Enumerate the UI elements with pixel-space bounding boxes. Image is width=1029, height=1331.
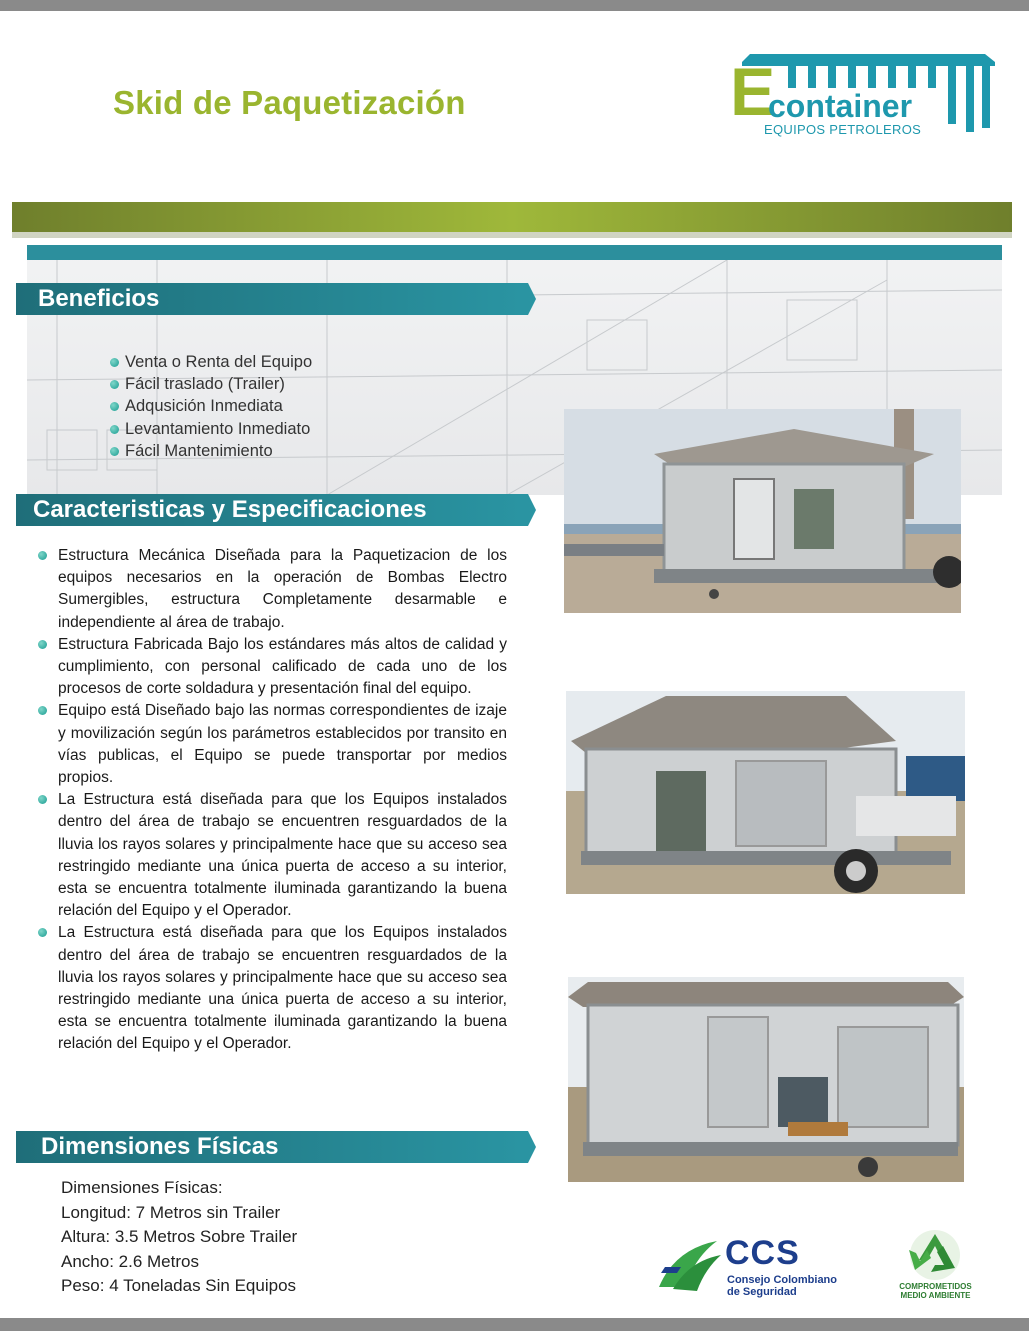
dimension-line: Dimensiones Físicas: — [61, 1178, 223, 1197]
list-item — [37, 634, 507, 701]
section-title: Beneficios — [38, 285, 160, 312]
section-title: Caracteristicas y Especificaciones — [33, 496, 427, 523]
bullet-icon — [38, 640, 47, 649]
list-item — [37, 922, 507, 1055]
skid-photo-2 — [566, 691, 965, 894]
skid-photo-3 — [568, 977, 964, 1182]
section-header-specs — [16, 494, 536, 526]
eco-line1: COMPROMETIDOS — [899, 1282, 972, 1291]
bullet-icon — [38, 928, 47, 937]
list-item — [110, 351, 312, 373]
list-item-text: Fácil Mantenimiento — [125, 441, 273, 460]
logo-subtitle: EQUIPOS PETROLEROS — [764, 122, 922, 137]
list-item — [37, 789, 507, 922]
list-item — [37, 700, 507, 789]
header-band-shadow — [12, 232, 1012, 238]
bullet-icon — [110, 358, 119, 367]
list-item-text: La Estructura está diseñada para que los Equipos instalados dentro del área de trabajo se encuentren resguardados de la lluvia los rayos solares y principalmente hace que su acceso sea restringido mediante una única puerta de acceso a su interior, esta se encuentra totalmente iluminada garantizando la buena relación del Equipo y el Operador. — [58, 924, 507, 1053]
bullet-icon — [38, 795, 47, 804]
dimension-line: Ancho: 2.6 Metros — [61, 1251, 199, 1271]
teal-divider — [27, 245, 1002, 260]
list-item-text: Venta o Renta del Equipo — [125, 353, 313, 371]
list-item — [110, 395, 312, 417]
section-header-benefits — [16, 283, 536, 315]
bullet-icon — [110, 425, 119, 434]
list-item-text: Levantamiento Inmediato — [125, 419, 311, 438]
section-title: Dimensiones Físicas — [41, 1133, 279, 1160]
bullet-icon — [110, 402, 119, 411]
dimension-line: Peso: 4 Toneladas Sin Equipos — [61, 1276, 297, 1296]
bottom-bar — [0, 1318, 1029, 1331]
list-item-text: Equipo está Diseñado bajo las normas correspondientes de izaje y movilización según los parámetros establecidos por transito en vías publicas, el Equipo se puede transportar por medios propios. — [58, 702, 507, 787]
bullet-icon — [110, 380, 119, 389]
list-item-text: Adqusición Inmediata — [125, 397, 283, 416]
list-item-text: Estructura Fabricada Bajo los estándares más altos de calidad y cumplimiento, con personal calificado de cada uno de los procesos de corte soldadura y presentación final del equipo. — [58, 635, 507, 698]
dimensions-block — [61, 1176, 297, 1299]
section-header-dimensions — [16, 1131, 536, 1163]
list-item-text: La Estructura está diseñada para que los Equipos instalados dentro del área de trabajo se encuentren resguardados de la lluvia los rayos solares y principalmente hace que su acceso sea restringido mediante una única puerta de acceso a su interior, esta se encuentra totalmente iluminada garantizando la buena relación del Equipo y el Operador. — [58, 791, 507, 920]
ccs-emblem-icon — [655, 1237, 725, 1293]
list-item — [110, 418, 312, 440]
ccs-subtitle-line1: Consejo Colombiano — [727, 1274, 837, 1286]
list-item — [110, 373, 312, 395]
list-item-text: Estructura Mecánica Diseñada para la Paquetizacion de los equipos necesarios en la operación de Bombas Electro Sumergibles, estructura Completamente desarmable e independiente al área de trabajo. — [58, 547, 507, 631]
eco-line2: MEDIO AMBIENTE — [900, 1291, 971, 1300]
specs-list — [37, 545, 507, 1056]
dimension-line: Altura: 3.5 Metros Sobre Trailer — [61, 1227, 298, 1247]
recycle-icon — [893, 1228, 978, 1282]
ccs-subtitle-line2: de Seguridad — [727, 1286, 797, 1298]
list-item — [110, 440, 312, 462]
logo-letter: E — [730, 54, 776, 130]
bullet-icon — [38, 706, 47, 715]
skid-photo-1 — [564, 409, 961, 613]
dimension-line: Longitud: 7 Metros sin Trailer — [61, 1202, 281, 1222]
bullet-icon — [110, 447, 119, 456]
page-title: Skid de Paquetización — [113, 84, 466, 121]
list-item-text: Fácil traslado (Trailer) — [125, 375, 285, 394]
list-item — [37, 545, 507, 634]
ccs-logo — [655, 1233, 870, 1303]
bullet-icon — [38, 551, 47, 560]
benefits-list — [110, 351, 312, 462]
top-bar — [0, 0, 1029, 11]
ccs-name: CCS — [725, 1234, 800, 1272]
econtainer-logo — [730, 40, 1000, 140]
logo-word: container — [768, 88, 913, 124]
header-band — [12, 202, 1012, 232]
environment-badge — [893, 1228, 978, 1308]
